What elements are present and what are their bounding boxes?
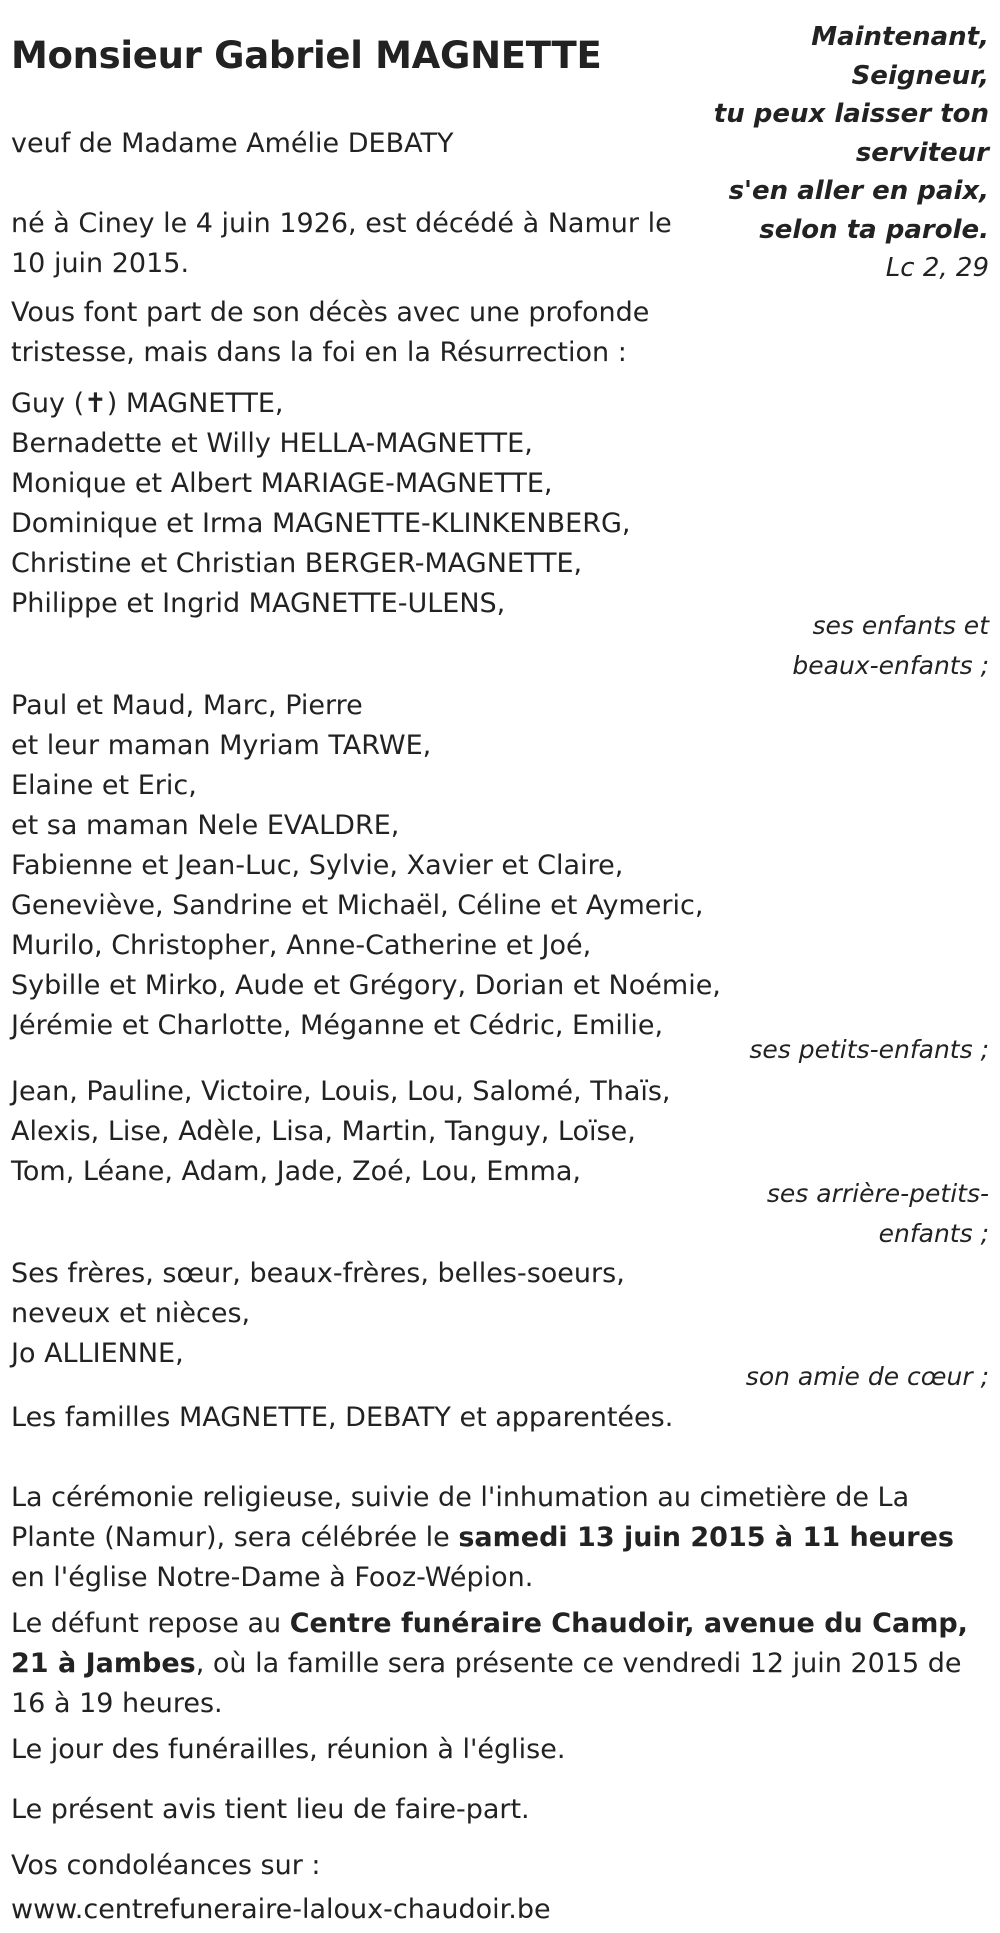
ceremony-date: samedi 13 juin 2015 à 11 heures bbox=[458, 1522, 954, 1553]
repose-paragraph bbox=[11, 1604, 996, 1724]
list-item: Fabienne et Jean-Luc, Sylvie, Xavier et Claire, bbox=[11, 850, 624, 881]
list-item: Jérémie et Charlotte, Méganne et Cédric, Emilie, bbox=[11, 1010, 664, 1041]
list-item: Tom, Léane, Adam, Jade, Zoé, Lou, Emma, bbox=[11, 1156, 582, 1187]
list-item: Jo ALLIENNE, bbox=[11, 1338, 184, 1369]
friend-label: son amie de cœur ; bbox=[745, 1362, 989, 1391]
list-item: Sybille et Mirko, Aude et Grégory, Dorian et Noémie, bbox=[11, 970, 721, 1001]
birth-death: né à Ciney le 4 juin 1926, est décédé à Namur le 10 juin 2015. bbox=[11, 208, 672, 279]
children-label: ses enfants et beaux-enfants ; bbox=[792, 611, 989, 680]
page-title: Monsieur Gabriel MAGNETTE bbox=[11, 34, 602, 77]
list-item: et sa maman Nele EVALDRE, bbox=[11, 810, 400, 841]
grandchildren-label: ses petits-enfants ; bbox=[749, 1035, 989, 1064]
ceremony-location: en l'église Notre-Dame à Fooz-Wépion. bbox=[11, 1562, 534, 1593]
announcement: Vous font part de son décès avec une profonde tristesse, mais dans la foi en la Résurrection : bbox=[11, 297, 650, 368]
verse-line: Maintenant, bbox=[811, 22, 989, 52]
repose-location: Centre funéraire Chaudoir, avenue du Camp, 21 à Jambes bbox=[11, 1608, 968, 1679]
families: Les familles MAGNETTE, DEBATY et apparentées. bbox=[11, 1402, 674, 1433]
list-item: Paul et Maud, Marc, Pierre bbox=[11, 690, 363, 721]
list-item: Dominique et Irma MAGNETTE-KLINKENBERG, bbox=[11, 508, 631, 539]
verse-line: selon ta parole. bbox=[759, 214, 989, 245]
list-item: et leur maman Myriam TARWE, bbox=[11, 730, 432, 761]
widower-of: veuf de Madame Amélie DEBATY bbox=[11, 128, 454, 159]
verse-line: tu peux laisser ton bbox=[713, 99, 989, 129]
website-link[interactable]: www.centrefuneraire-laloux-chaudoir.be bbox=[11, 1894, 551, 1925]
list-item: Monique et Albert MARIAGE-MAGNETTE, bbox=[11, 468, 553, 499]
verse-line: Seigneur, bbox=[851, 60, 989, 91]
list-item: Elaine et Eric, bbox=[11, 770, 197, 801]
great-grandchildren-label: ses arrière-petits-enfants ; bbox=[766, 1179, 989, 1248]
list-item: Alexis, Lise, Adèle, Lisa, Martin, Tanguy, Loïse, bbox=[11, 1116, 636, 1147]
ceremony-text: La cérémonie religieuse, suivie de l'inhumation au cimetière de La Plante (Namur), sera célébrée le bbox=[11, 1482, 910, 1553]
list-item: Murilo, Christopher, Anne-Catherine et Joé, bbox=[11, 930, 592, 961]
verse-line: s'en aller en paix, bbox=[728, 176, 989, 206]
list-item: neveux et nièces, bbox=[11, 1298, 251, 1329]
funeral-day: Le jour des funérailles, réunion à l'église. bbox=[11, 1734, 566, 1765]
list-item: Philippe et Ingrid MAGNETTE-ULENS, bbox=[11, 588, 506, 619]
list-item: Jean, Pauline, Victoire, Louis, Lou, Salomé, Thaïs, bbox=[11, 1076, 671, 1107]
repose-visiting-hours: , où la famille sera présente ce vendredi 12 juin 2015 de 16 à 19 heures. bbox=[11, 1648, 962, 1719]
list-item: Bernadette et Willy HELLA-MAGNETTE, bbox=[11, 428, 533, 459]
list-item: Geneviève, Sandrine et Michaël, Céline et Aymeric, bbox=[11, 890, 704, 921]
verse-reference: Lc 2, 29 bbox=[885, 253, 989, 283]
verse-line: serviteur bbox=[855, 137, 989, 168]
list-item: Guy (✝) MAGNETTE, bbox=[11, 388, 284, 419]
notice: Le présent avis tient lieu de faire-part. bbox=[11, 1794, 530, 1825]
list-item: Ses frères, sœur, beaux-frères, belles-soeurs, bbox=[11, 1258, 625, 1289]
repose-text: Le défunt repose au bbox=[11, 1608, 290, 1639]
ceremony-paragraph bbox=[11, 1478, 996, 1598]
condolences-label: Vos condoléances sur : bbox=[11, 1850, 321, 1881]
bible-verse bbox=[689, 18, 989, 288]
list-item: Christine et Christian BERGER-MAGNETTE, bbox=[11, 548, 583, 579]
